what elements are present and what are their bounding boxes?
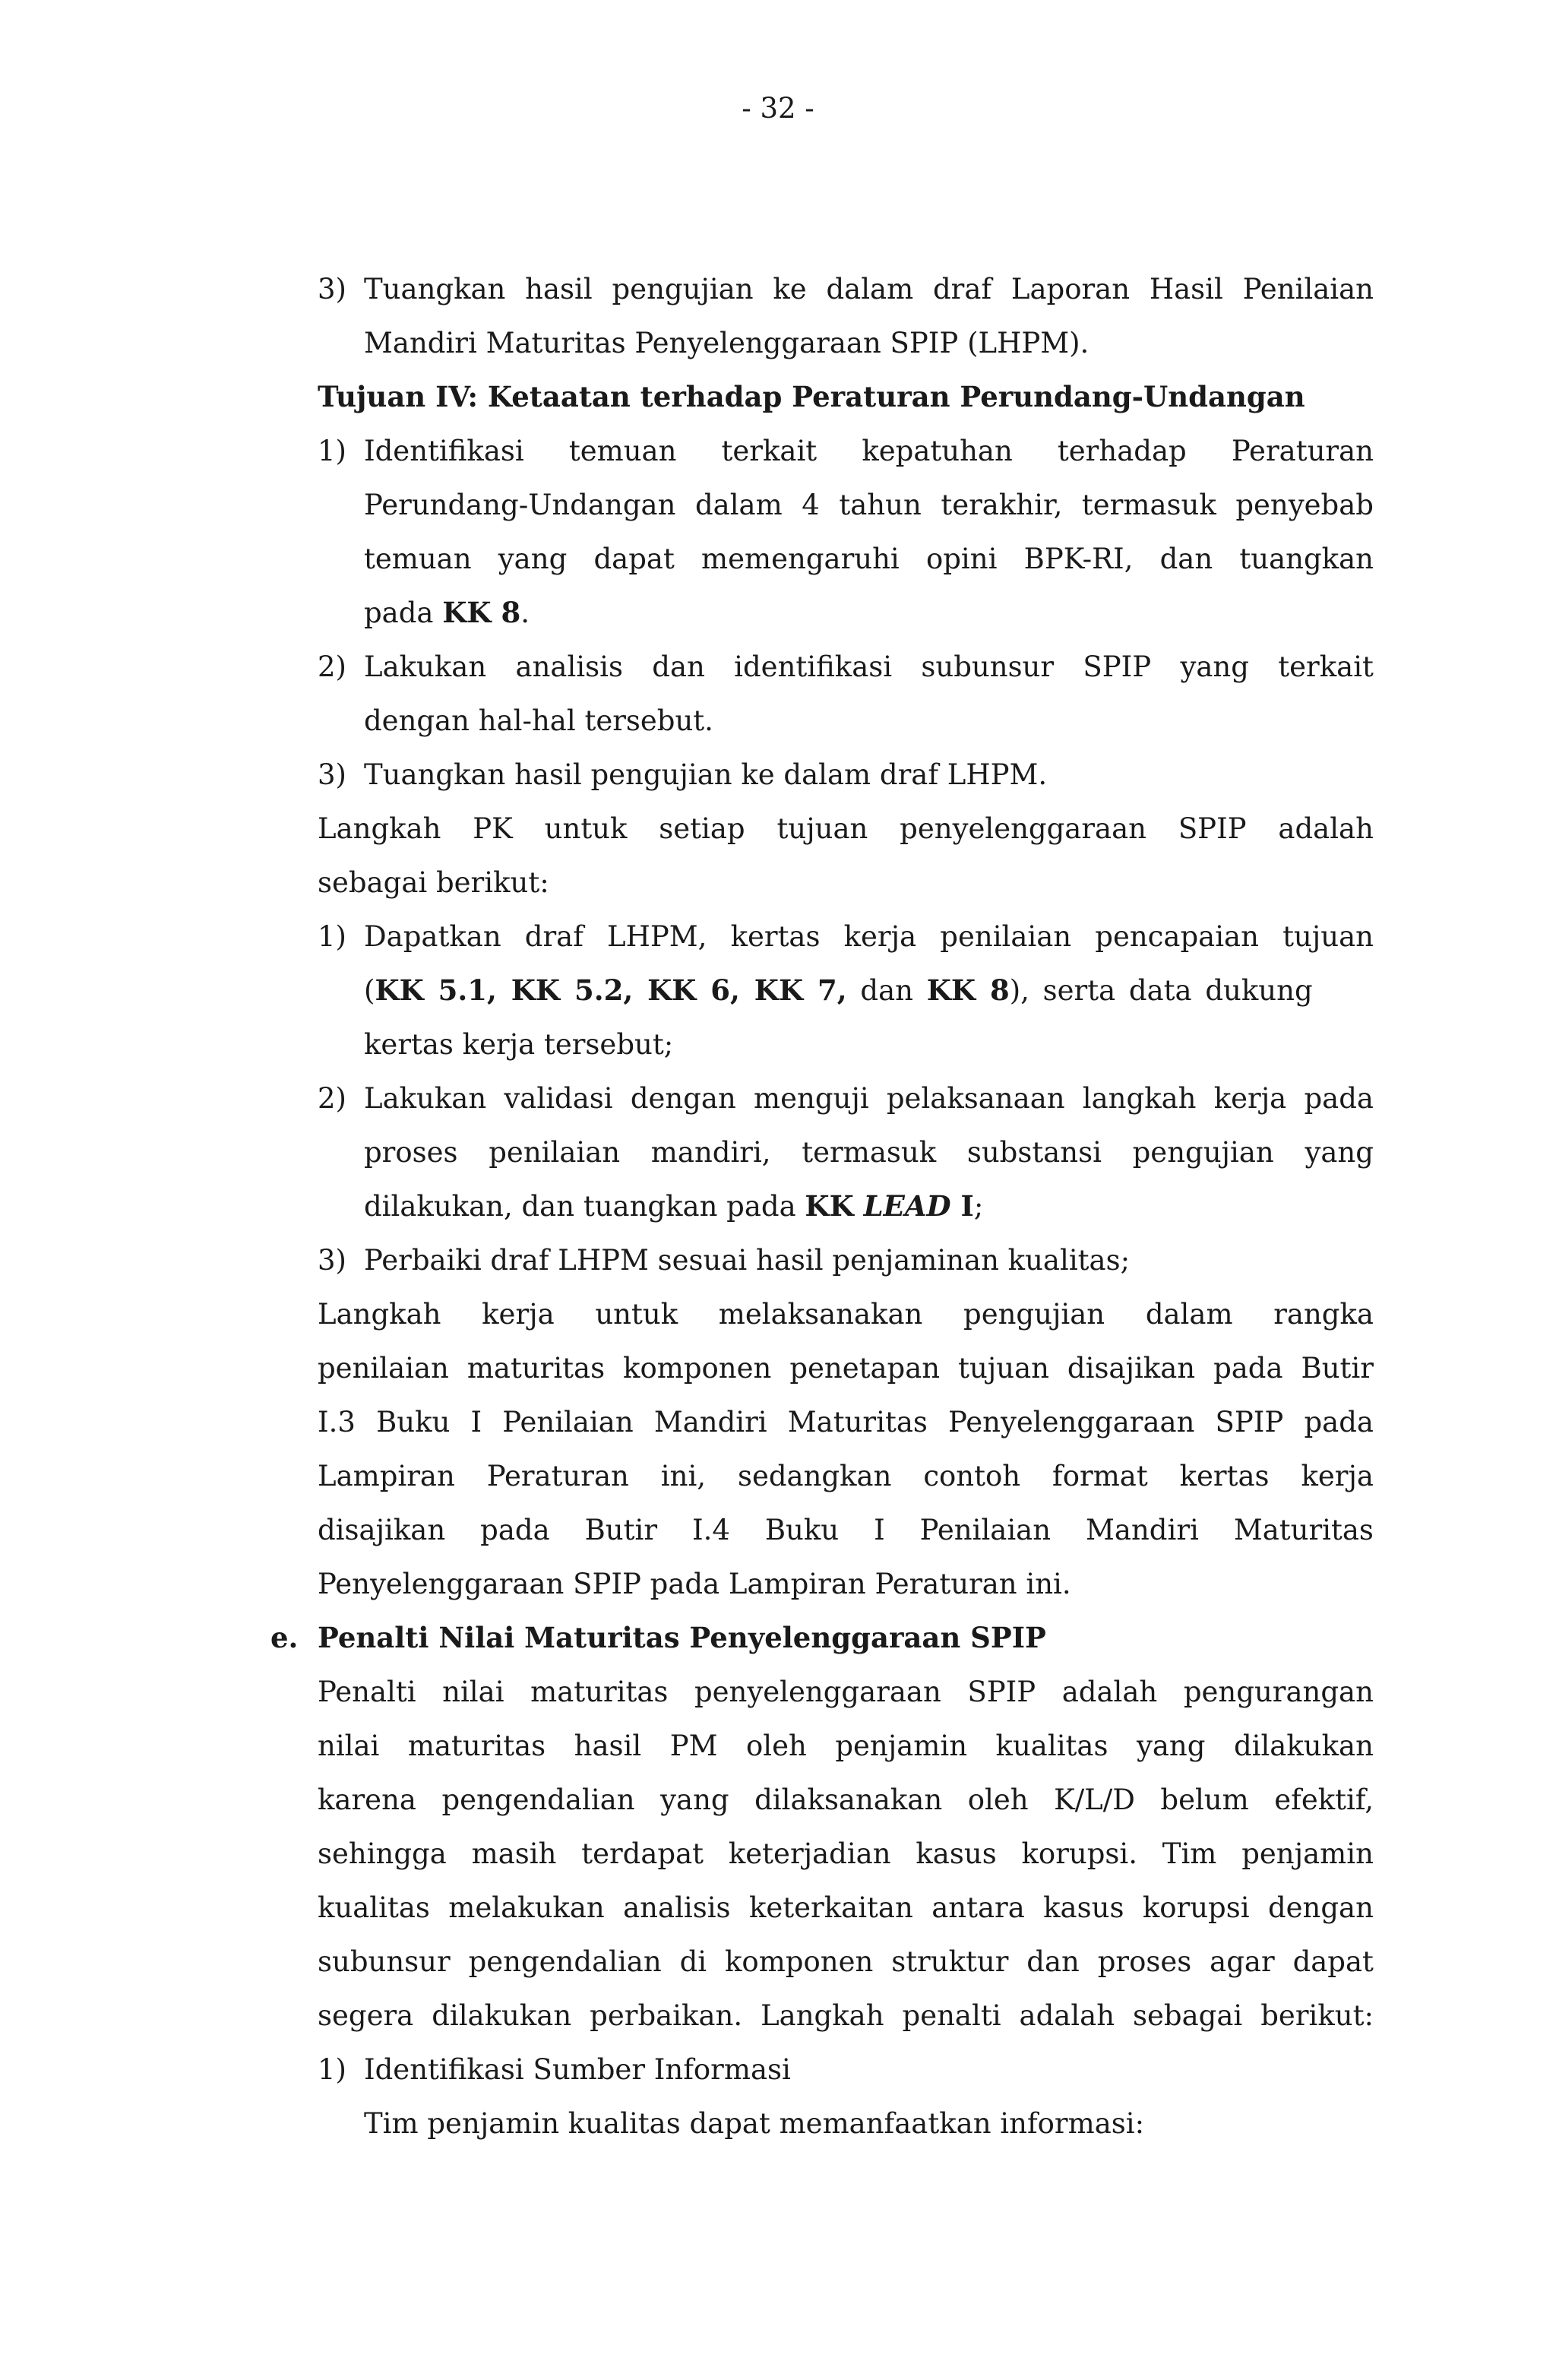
word: adalah [1061,1676,1158,1708]
list-number: 3) [318,273,346,305]
word: berikut: [1260,1999,1374,2032]
word: kerja [482,1298,555,1331]
list-item [318,910,1374,1071]
word: yang [660,1783,729,1816]
word: draf [524,920,584,953]
list-number: 1) [318,435,346,467]
word: I.4 [691,1514,730,1546]
word: Dapatkan [364,920,501,953]
justified-line [318,1449,1374,1503]
word: komponen [623,1352,772,1385]
word: penilaian [489,1136,621,1169]
word: korupsi [1142,1891,1250,1924]
word: agar [1210,1945,1275,1978]
word: Tuangkan [364,273,506,305]
justified-line [364,478,1374,532]
word: dilaksanakan [754,1783,943,1816]
word: Lampiran [318,1460,455,1492]
word: tuangkan [1239,543,1374,575]
word: pengujian [963,1298,1105,1331]
word: SPIP [1215,1406,1284,1438]
justified-line [318,1341,1374,1395]
list-number: 3) [318,1244,346,1277]
word: Buku [764,1514,840,1546]
word: dalam [826,273,914,305]
text-line: Identifikasi Sumber Informasi [364,2053,791,2086]
word: oleh [967,1783,1029,1816]
text-line: sebagai berikut: [318,866,549,899]
word: komponen [725,1945,874,1978]
word: Lakukan [364,650,487,683]
word: ke [773,273,807,305]
word: pengurangan [1183,1676,1374,1708]
justified-line [364,1071,1374,1125]
word: tujuan [1282,920,1374,953]
word: keterkaitan [748,1891,913,1924]
word: ini, [660,1460,707,1492]
paragraph [318,1665,1374,2043]
word: penjamin [1241,1837,1374,1870]
bold-reference: KK 8 [926,973,1010,1007]
text-line: (KK 5.1, KK 5.2, KK 6, KK 7, dan KK 8), serta data dukung [364,973,1313,1007]
section-heading: Penalti Nilai Maturitas Penyelenggaraan SPIP [318,1621,1046,1654]
bold-reference: KK 5.1, KK 5.2, KK 6, KK 7, [375,973,847,1007]
word: adalah [1019,1999,1115,2032]
word: belum [1160,1783,1249,1816]
word: dalam [1145,1298,1233,1331]
paragraph [318,1287,1374,1611]
word: Tim [1162,1837,1217,1870]
justified-line [364,640,1374,694]
text-line: dilakukan, dan tuangkan pada KK LEAD I; [364,1189,984,1223]
word: penyelenggaraan [694,1676,941,1708]
list-item [318,640,1374,748]
text-line: dengan hal-hal tersebut. [364,704,713,737]
word: proses [1097,1945,1192,1978]
word: Maturitas [1233,1514,1374,1546]
word: LHPM, [607,920,707,953]
word: K/L/D [1054,1783,1135,1816]
word: sebagai [1133,1999,1243,2032]
word: penyelenggaraan [900,812,1146,845]
justified-line [318,1773,1374,1827]
word: disajikan [318,1514,446,1546]
word: oleh [746,1730,807,1762]
justified-line [318,1827,1374,1881]
word: kertas [1179,1460,1270,1492]
word: analisis [515,650,623,683]
word: mandiri, [650,1136,771,1169]
word: yang [1305,1136,1374,1169]
word: pada [1304,1406,1374,1438]
word: sedangkan [737,1460,892,1492]
word: temuan [568,435,677,467]
word: opini [925,543,998,575]
word: Penalti [318,1676,416,1708]
word: proses [364,1136,458,1169]
word: SPIP [967,1676,1036,1708]
justified-line [318,1719,1374,1773]
text-line: Mandiri Maturitas Penyelenggaraan SPIP (LHPM). [364,327,1090,359]
text-line: kertas kerja tersebut; [364,1028,674,1061]
word: pengendalian [468,1945,662,1978]
word: yang [1136,1730,1206,1762]
section-letter: e. [270,1621,299,1654]
word: I [470,1406,482,1438]
word: hasil [525,273,593,305]
word: karena [318,1783,416,1816]
word: terkait [1278,650,1374,683]
word: yang [498,543,568,575]
list-item [318,748,1374,802]
word: kualitas [318,1891,430,1924]
justified-line [318,802,1374,856]
word: maturitas [407,1730,546,1762]
text-line: Tim penjamin kualitas dapat memanfaatkan informasi: [364,2107,1145,2140]
word: subunsur [318,1945,451,1978]
word: contoh [923,1460,1021,1492]
word: SPIP [1083,650,1152,683]
list-number: 2) [318,650,346,683]
word: kualitas [995,1730,1108,1762]
word: temuan [364,543,472,575]
word: Butir [584,1514,658,1546]
word: SPIP [1178,812,1247,845]
word: Penilaian [1242,273,1374,305]
text-line: Tuangkan hasil pengujian ke dalam draf LHPM. [364,758,1048,791]
justified-line [364,262,1374,316]
word: Peraturan [486,1460,629,1492]
text-line: Perbaiki draf LHPM sesuai hasil penjaminan kualitas; [364,1244,1131,1277]
word: tahun [839,489,922,521]
word: untuk [544,812,628,845]
justified-line [318,1665,1374,1719]
word: terkait [721,435,818,467]
word: nilai [442,1676,504,1708]
word: pencapaian [1095,920,1259,953]
justified-line [364,532,1374,586]
word: Hasil [1149,273,1223,305]
word: Lakukan [364,1082,487,1115]
word: Langkah [318,812,441,845]
word: kertas [730,920,821,953]
word: dilakukan [1233,1730,1374,1762]
word: substansi [966,1136,1102,1169]
word: di [679,1945,707,1978]
justified-line [318,1503,1374,1557]
list-item [318,262,1374,370]
word: langkah [1082,1082,1197,1115]
word: Laporan [1010,273,1131,305]
word: tujuan [776,812,868,845]
word: memengaruhi [701,543,900,575]
word: menguji [754,1082,869,1115]
word: pengujian [1132,1136,1274,1169]
word: maturitas [466,1352,606,1385]
word: tujuan [958,1352,1049,1385]
text-line: pada KK 8. [364,596,530,629]
justified-line [364,1125,1374,1179]
word: hasil [574,1730,642,1762]
word: termasuk [1081,489,1216,521]
word: maturitas [530,1676,669,1708]
word: Perundang-Undangan [364,489,676,521]
word: kerja [1213,1082,1287,1115]
word: efektif, [1274,1783,1374,1816]
word: analisis [623,1891,731,1924]
word: dan [1026,1945,1080,1978]
word: dapat [1292,1945,1374,1978]
word: masih [471,1837,557,1870]
word: penyebab [1235,489,1374,521]
word: untuk [595,1298,678,1331]
word: Penilaian [919,1514,1052,1546]
list-number: 1) [318,2053,346,2086]
word: Buku [376,1406,451,1438]
word: penjamin [835,1730,968,1762]
word: kasus [916,1837,997,1870]
word: BPK-RI, [1023,543,1134,575]
justified-line [318,1989,1374,2043]
word: dapat [593,543,675,575]
list-item [318,1233,1374,1287]
word: Identifikasi [364,435,524,467]
document-body [270,262,1374,2151]
bold-reference: KK [805,1189,864,1223]
word: pelaksanaan [886,1082,1065,1115]
word: pada [1213,1352,1283,1385]
word: korupsi. [1021,1837,1137,1870]
word: format [1052,1460,1148,1492]
word: draf [932,273,992,305]
word: Peraturan [1231,435,1374,467]
list-number: 1) [318,920,346,953]
word: pada [480,1514,550,1546]
word: Langkah [318,1298,441,1331]
section-e-heading [270,1611,1374,1665]
list-number: 2) [318,1082,346,1115]
word: penetapan [789,1352,941,1385]
justified-line [318,1881,1374,1935]
page-number: - 32 - [742,92,814,125]
word: adalah [1278,812,1374,845]
word: I.3 [318,1406,356,1438]
word: pengendalian [441,1783,635,1816]
word: penalti [902,1999,1001,2032]
word: dalam [694,489,783,521]
word: dilakukan [432,1999,572,2032]
word: sehingga [318,1837,447,1870]
word: Mandiri [653,1406,767,1438]
word: Butir [1301,1352,1374,1385]
word: 4 [802,489,820,521]
word: Langkah [761,1999,884,2032]
word: antara [931,1891,1025,1924]
list-item [318,2043,1374,2151]
word: keterjadian [728,1837,891,1870]
bold-italic-reference: LEAD [863,1189,951,1223]
word: melakukan [448,1891,605,1924]
word: kerja [1301,1460,1374,1492]
word: identifikasi [734,650,893,683]
word: melaksanakan [718,1298,923,1331]
word: kasus [1043,1891,1124,1924]
justified-line [364,424,1374,478]
word: penilaian [940,920,1072,953]
word: Maturitas [787,1406,928,1438]
word: dengan [630,1082,736,1115]
word: terhadap [1057,435,1187,467]
justified-line [318,1287,1374,1341]
text-line: Penyelenggaraan SPIP pada Lampiran Peraturan ini. [318,1568,1071,1600]
word: perbaikan. [590,1999,743,2032]
word: Penilaian [502,1406,634,1438]
word: validasi [504,1082,613,1115]
word: penilaian [318,1352,449,1385]
word: struktur [891,1945,1009,1978]
bold-reference: KK 8 [442,596,521,629]
word: pada [1304,1082,1374,1115]
list-number: 3) [318,758,346,791]
word: nilai [318,1730,380,1762]
word: disajikan [1067,1352,1196,1385]
list-item [318,424,1374,640]
word: dan [652,650,705,683]
list-item [318,1071,1374,1233]
word: pengujian [612,273,754,305]
word: rangka [1273,1298,1374,1331]
word: kerja [843,920,917,953]
word: Penyelenggaraan [948,1406,1195,1438]
justified-line [318,1935,1374,1989]
section-heading: Tujuan IV: Ketaatan terhadap Peraturan Perundang-Undangan [318,380,1305,413]
word: PM [669,1730,718,1762]
justified-line [318,1395,1374,1449]
word: Mandiri [1086,1514,1199,1546]
word: terakhir, [941,489,1063,521]
word: dan [1159,543,1213,575]
word: segera [318,1999,414,2032]
justified-line [364,910,1374,964]
word: terdapat [581,1837,704,1870]
word: kepatuhan [862,435,1013,467]
word: termasuk [802,1136,937,1169]
word: yang [1180,650,1249,683]
word: I [874,1514,885,1546]
word: subunsur [921,650,1055,683]
word: PK [473,812,513,845]
word: setiap [659,812,745,845]
word: dengan [1267,1891,1374,1924]
